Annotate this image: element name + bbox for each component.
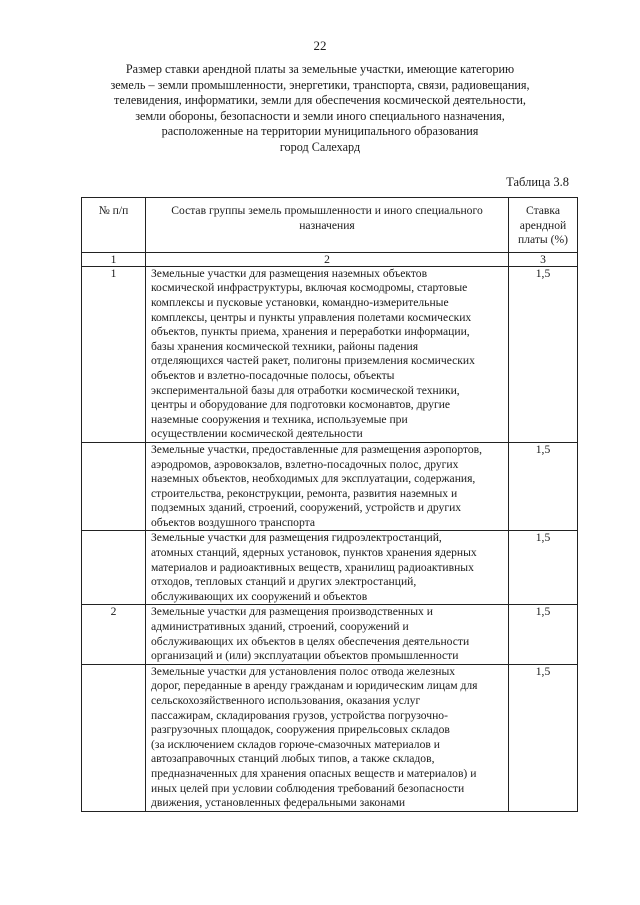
description-line: космической инфраструктуры, включая космодромы, стартовые: [151, 281, 468, 295]
row-description: [146, 442, 509, 531]
row-description: [146, 605, 509, 664]
description-line: комплексы, центры и пункты управления полетами космических: [151, 310, 472, 324]
description-line: базы хранения космической техники, районы падения: [151, 339, 419, 353]
description-line: административных зданий, строений, сооружений и: [151, 620, 409, 634]
description-line: отделяющихся частей ракет, полигоны приземления космических: [151, 354, 475, 368]
description-line: движения, установленных федеральными законами: [151, 796, 406, 810]
table-row: [82, 664, 578, 811]
table-row: [82, 442, 578, 531]
description-line: организаций и (или) эксплуатации объектов промышленности: [151, 649, 459, 663]
header-number: № п/п: [82, 198, 146, 253]
description-line: объектов, пункты приема, хранения и переработки информации,: [151, 325, 470, 339]
description-line: комплексы и пусковые установки, командно-измерительные: [151, 295, 449, 309]
description-line: объектов воздушного транспорта: [151, 515, 315, 529]
title-line: земель – земли промышленности, энергетики, транспорта, связи, радиовещания,: [110, 77, 530, 92]
table-label: Таблица 3.8: [506, 175, 569, 189]
description-line: Земельные участки для размещения производственных и: [151, 605, 433, 619]
row-description: [146, 664, 509, 811]
description-line: атомных станций, ядерных установок, пунктов хранения ядерных: [151, 546, 477, 560]
description-line: центры и оборудование для подготовки космонавтов, другие: [151, 398, 451, 412]
description-line: автозаправочных станций любых типов, а также складов,: [151, 752, 435, 766]
description-line: пассажирам, складирования грузов, устройства погрузочно-: [151, 708, 448, 722]
description-line: предназначенных для хранения опасных веществ и материалов) и: [151, 766, 477, 780]
row-number: [82, 442, 146, 531]
header-rate: Ставка арендной платы (%): [509, 198, 578, 253]
description-line: (за исключением складов горюче-смазочных материалов и: [151, 737, 440, 751]
description-line: обслуживающих их сооружений и объектов: [151, 589, 368, 603]
description-line: иных целей при условии соблюдения требований безопасности: [151, 781, 465, 795]
table-row: [82, 266, 578, 442]
description-line: Земельные участки для установления полос отвода железных: [151, 664, 456, 678]
column-index-row: [82, 252, 578, 266]
column-index: 3: [509, 252, 578, 266]
description-line: Земельные участки, предоставленные для размещения аэропортов,: [151, 442, 483, 456]
description-line: отходов, тепловых станций и других электростанций,: [151, 575, 417, 589]
description-line: объектов и взлетно-посадочные полосы, объекты: [151, 368, 395, 382]
description-line: сельскохозяйственного использования, оказания услуг: [151, 694, 421, 707]
row-number: [82, 531, 146, 605]
description-line: разгрузочных площадок, сооружения прирельсовых складов: [151, 723, 450, 737]
description-line: осуществлении космической деятельности: [151, 427, 363, 441]
description-line: экспериментальной базы для отработки космической техники,: [151, 383, 460, 397]
rent-rate-table: [81, 197, 578, 812]
title-line: земли обороны, безопасности и земли иного специального назначения,: [135, 108, 505, 123]
row-description: [146, 531, 509, 605]
row-rate: 1,5: [509, 266, 578, 442]
row-rate: 1,5: [509, 531, 578, 605]
title-line: расположенные на территории муниципального образования: [161, 124, 479, 139]
row-rate: 1,5: [509, 605, 578, 664]
column-index: 2: [146, 252, 509, 266]
table-header-row: [82, 198, 578, 253]
description-line: аэродромов, аэровокзалов, взлетно-посадочных полос, других: [151, 457, 459, 471]
description-line: подземных зданий, строений, сооружений, устройств и других: [151, 501, 462, 515]
description-line: строительства, реконструкции, ремонта, развития наземных и: [151, 486, 458, 500]
document-title: [100, 62, 540, 156]
row-number: 1: [82, 266, 146, 442]
description-line: обслуживающих их объектов в целях обеспечения деятельности: [151, 634, 470, 648]
header-composition: Состав группы земель промышленности и иного специального назначения: [146, 198, 509, 253]
title-line: Размер ставки арендной платы за земельные участки, имеющие категорию: [125, 62, 515, 76]
row-rate: 1,5: [509, 664, 578, 811]
row-number: 2: [82, 605, 146, 664]
description-line: наземных объектов, необходимых для эксплуатации, содержания,: [151, 472, 476, 486]
row-number: [82, 664, 146, 811]
description-line: материалов и радиоактивных веществ, хранилищ радиоактивных: [151, 560, 474, 574]
title-line: город Салехард: [279, 139, 361, 154]
row-description: [146, 266, 509, 442]
description-line: дорог, переданные в аренду гражданам и юридическим лицам для: [151, 679, 478, 693]
description-line: Земельные участки для размещения наземных объектов: [151, 266, 428, 280]
table-row: [82, 605, 578, 664]
column-index: 1: [82, 252, 146, 266]
description-line: наземные сооружения и техника, используемые при: [151, 412, 408, 426]
title-line: телевидения, информатики, земли для обеспечения космической деятельности,: [114, 93, 526, 108]
row-rate: 1,5: [509, 442, 578, 531]
page-number: 22: [313, 38, 327, 53]
table-row: [82, 531, 578, 605]
description-line: Земельные участки для размещения гидроэлектростанций,: [151, 531, 442, 545]
